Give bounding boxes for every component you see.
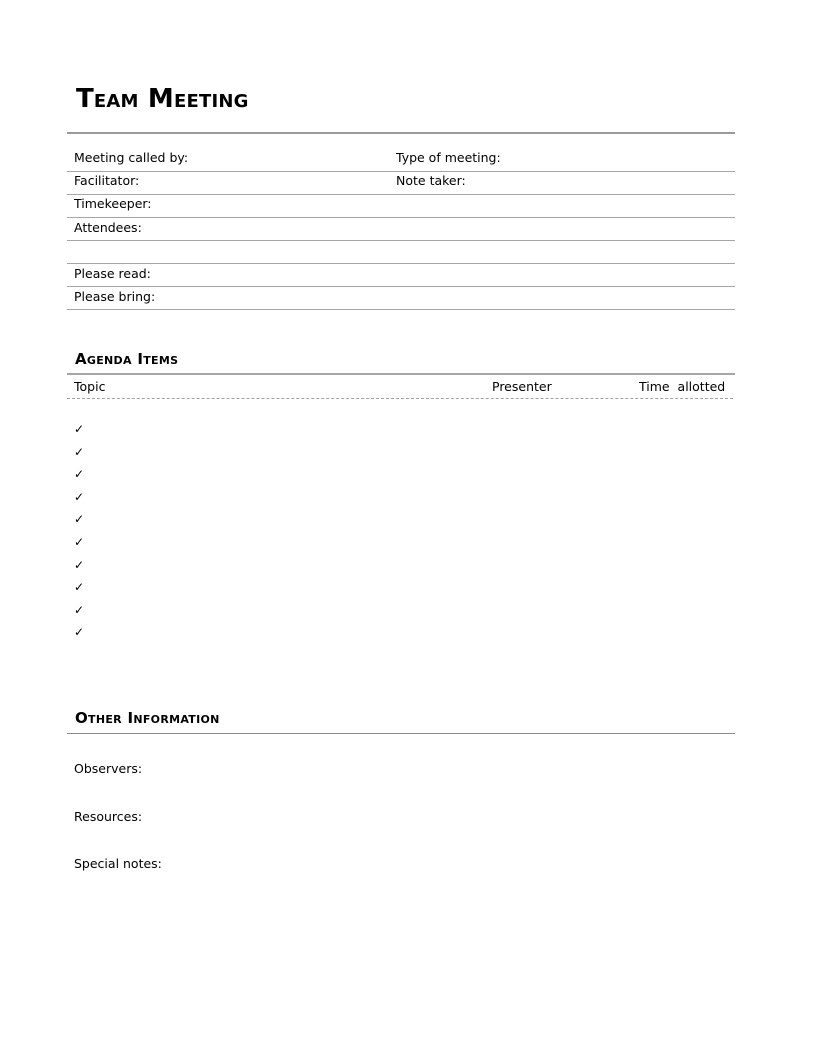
- note-taker-label: Note taker:: [396, 173, 466, 188]
- observers-label: Observers:: [74, 761, 143, 776]
- other-information-heading: Other Information: [75, 709, 220, 727]
- info-row-attendees: [67, 217, 735, 241]
- check-mark-icon: ✓: [74, 557, 85, 572]
- page-title: Team Meeting: [76, 84, 249, 114]
- info-row-timekeeper: [67, 194, 735, 218]
- called-by-label: Meeting called by:: [74, 150, 189, 165]
- agenda-item-list: [74, 421, 84, 647]
- check-mark-icon: ✓: [74, 422, 85, 436]
- check-mark-icon: ✓: [74, 625, 85, 640]
- agenda-item: [74, 557, 84, 580]
- agenda-item: [74, 511, 84, 534]
- agenda-item: [74, 421, 84, 444]
- agenda-item: [74, 444, 84, 467]
- presenter-column-header: Presenter: [492, 379, 552, 394]
- info-row-please-read: [67, 263, 735, 287]
- type-of-meeting-label: Type of meeting:: [396, 150, 501, 165]
- check-mark-icon: ✓: [74, 602, 85, 617]
- agenda-item: [74, 489, 84, 512]
- check-mark-icon: ✓: [74, 580, 85, 595]
- agenda-item: [74, 579, 84, 602]
- title-divider: [67, 132, 735, 134]
- check-mark-icon: ✓: [74, 534, 85, 549]
- check-mark-icon: ✓: [74, 467, 85, 482]
- time-allotted-column-header: Time allotted: [639, 379, 726, 394]
- info-row-blank: [67, 240, 735, 264]
- info-row-called-by: [67, 148, 735, 172]
- agenda-item: [74, 534, 84, 557]
- agenda-divider: [67, 373, 735, 375]
- agenda-item: [74, 624, 84, 647]
- info-row-please-bring: [67, 286, 735, 310]
- please-bring-label: Please bring:: [74, 289, 156, 304]
- topic-column-header: Topic: [74, 379, 106, 394]
- please-read-label: Please read:: [74, 266, 151, 281]
- attendees-label: Attendees:: [74, 220, 142, 235]
- agenda-item: [74, 602, 84, 625]
- agenda-item: [74, 466, 84, 489]
- info-row-facilitator: [67, 171, 735, 195]
- check-mark-icon: ✓: [74, 512, 85, 527]
- other-information-divider: [67, 733, 735, 734]
- special-notes-label: Special notes:: [74, 856, 162, 871]
- agenda-header-divider: [67, 398, 733, 399]
- check-mark-icon: ✓: [74, 444, 85, 459]
- agenda-heading: Agenda Items: [75, 350, 179, 368]
- resources-label: Resources:: [74, 809, 143, 824]
- timekeeper-label: Timekeeper:: [74, 196, 152, 211]
- check-mark-icon: ✓: [74, 489, 85, 504]
- facilitator-label: Facilitator:: [74, 173, 140, 188]
